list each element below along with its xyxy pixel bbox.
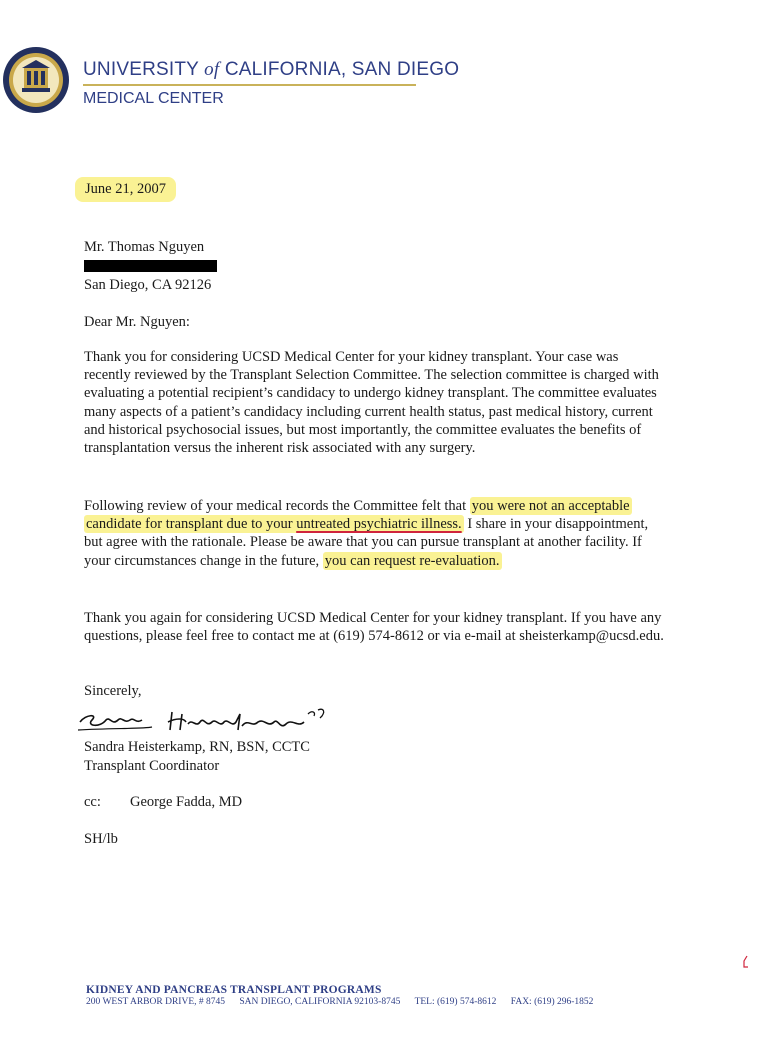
recipient-city-line: San Diego, CA 92126 <box>84 277 212 293</box>
cc-label: cc: <box>84 794 101 810</box>
university-seal-icon <box>2 46 70 114</box>
paragraph-1: Thank you for considering UCSD Medical Center for your kidney transplant. Your case was recently reviewed by the Transplant Selection Committee. The selection committee is charged with evaluating a potential recipient’s candidacy to undergo kidney transplant. The committee evaluates many aspects of a patient’s candidacy including current health status, past medical history, current and historical psychosocial issues, but most importantly, the committee evaluates the benefits of transplantation versus the inherent risk associated with any surgery. <box>84 349 659 457</box>
salutation: Dear Mr. Nguyen: <box>84 314 190 330</box>
medical-center-label: MEDICAL CENTER <box>83 90 224 107</box>
underlined-text: untreated psychiatric illness. <box>296 516 462 533</box>
footer-fax: FAX: (619) 296-1852 <box>510 997 594 1007</box>
typist-initials: SH/lb <box>84 831 118 847</box>
redacted-address-line <box>84 260 217 272</box>
paragraph-3: Thank you again for considering UCSD Medical Center for your kidney transplant. If you have any questions, please feel free to contact me at (619) 574-8612 or via e-mail at sheisterkamp@ucsd.edu. <box>84 610 664 645</box>
footer-program-title: KIDNEY AND PANCREAS TRANSPLANT PROGRAMS <box>86 984 382 996</box>
highlighted-text-2: you can request re-evaluation. <box>324 552 500 569</box>
footer-city: SAN DIEGO, CALIFORNIA 92103-8745 <box>239 997 401 1007</box>
paragraph-2: Following review of your medical records the Committee felt that you were not an acceptable candidate for transplant due to your untreated psychiatric illness. I share in your disappointment, but agree with the rationale. Please be aware that you can pursue transplant at another facility. If your circumstances change in the future, you can request re-evaluation. <box>84 498 649 569</box>
footer-tel: TEL: (619) 574-8612 <box>414 997 497 1007</box>
signer-name: Sandra Heisterkamp, RN, BSN, CCTC <box>84 739 310 755</box>
university-name: UNIVERSITY of CALIFORNIA, SAN DIEGO <box>83 59 460 80</box>
letter-date: June 21, 2007 <box>75 177 176 202</box>
handwritten-signature <box>72 700 342 740</box>
highlighted-text: you were not an acceptable candidate for transplant due to your untreated psychiatric illness. <box>86 498 630 533</box>
cc-name: George Fadda, MD <box>130 794 243 810</box>
margin-mark-icon <box>742 955 750 969</box>
closing: Sincerely, <box>84 683 142 699</box>
footer-address-line <box>86 997 605 1007</box>
recipient-address <box>84 238 217 295</box>
footer-street: 200 WEST ARBOR DRIVE, # 8745 <box>86 997 225 1007</box>
signer-title: Transplant Coordinator <box>84 758 220 774</box>
recipient-name: Mr. Thomas Nguyen <box>84 239 205 255</box>
letterhead-rule <box>83 84 416 86</box>
signer-block <box>84 738 310 776</box>
letter-footer <box>86 984 605 1007</box>
letterhead <box>83 58 460 109</box>
